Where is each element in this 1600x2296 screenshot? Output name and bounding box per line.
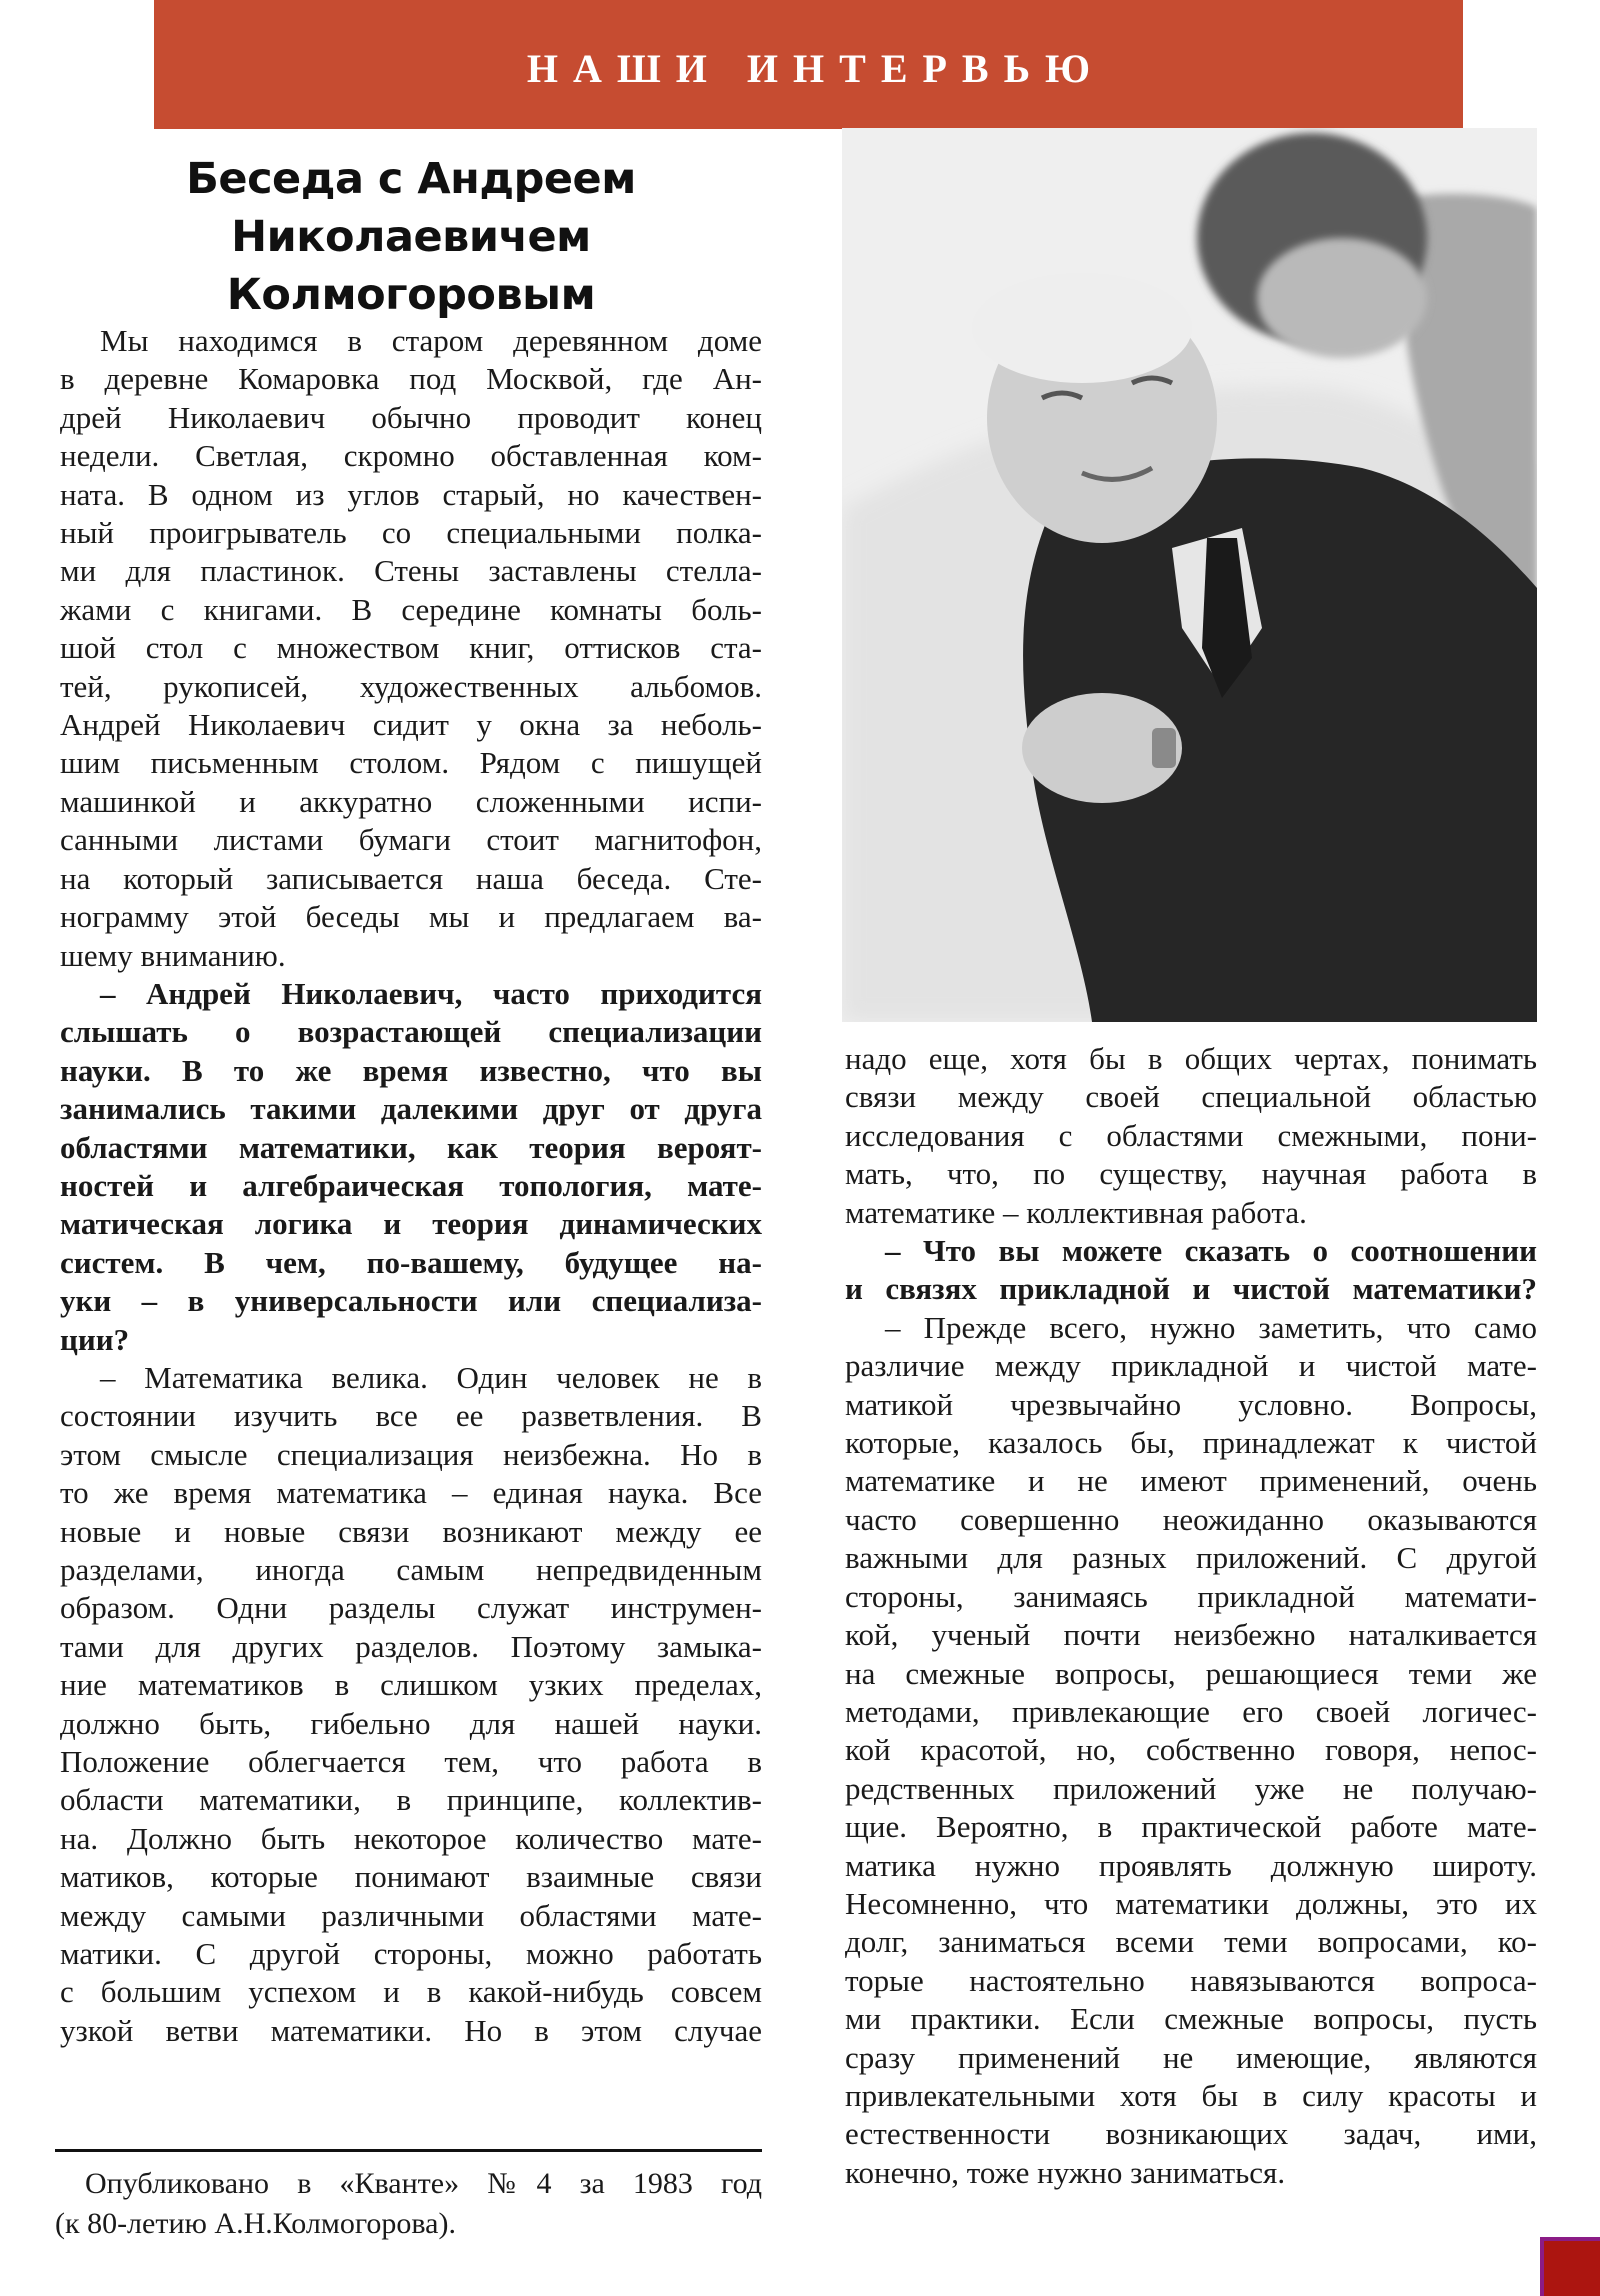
- text-line: Положение облегчается тем, что работа в: [60, 1744, 762, 1780]
- text-line: между самыми различными областями мате-: [60, 1897, 762, 1933]
- text-line: кой, ученый почти неизбежно наталкивается: [845, 1617, 1537, 1653]
- right-column: [845, 1040, 1537, 2192]
- publication-footnote: [55, 2164, 762, 2244]
- interview-answer-2: [845, 1309, 1537, 2192]
- page-corner-marker: [1540, 2237, 1600, 2296]
- text-line: недели. Светлая, скромно обставленная ком-: [60, 438, 762, 474]
- text-line: ции?: [60, 1321, 130, 1357]
- text-line: дрей Николаевич обычно проводит конец: [60, 399, 762, 435]
- text-line: занимались такими далекими друг от друга: [60, 1091, 762, 1127]
- article-title: [60, 150, 762, 324]
- text-line: шим письменным столом. Рядом с пишущей: [60, 745, 762, 781]
- text-line: – Прежде всего, нужно заметить, что само: [885, 1309, 1537, 1345]
- text-line: то же время математика – единая наука. Все: [60, 1475, 762, 1511]
- photo-image: [842, 128, 1537, 1022]
- section-title: НАШИ ИНТЕРВЬЮ: [526, 46, 1106, 91]
- footnote-divider: [55, 2149, 762, 2152]
- text-line: ние математиков в слишком узких пределах,: [60, 1667, 762, 1703]
- left-column: [60, 322, 762, 2050]
- footnote-line: Опубликовано в «Кванте» №4 за 1983 год: [85, 2167, 762, 2200]
- text-line: области математики, в принципе, коллектив-: [60, 1782, 762, 1818]
- text-line: матическая логика и теория динамических: [60, 1206, 762, 1242]
- text-line: состоянии изучить все ее разветвления. В: [60, 1398, 762, 1434]
- text-line: торые настоятельно навязываются вопроса-: [845, 1962, 1537, 1998]
- text-line: областями математики, как теория вероят-: [60, 1129, 762, 1165]
- text-line: этом смысле специализация неизбежна. Но в: [60, 1436, 762, 1472]
- text-line: новые и новые связи возникают между ее: [60, 1513, 762, 1549]
- text-line: должно быть, гибельно для нашей науки.: [60, 1705, 762, 1741]
- title-line: Колмогоровым: [226, 270, 596, 320]
- title-line: Беседа с Андреем: [186, 154, 636, 204]
- text-line: ната. В одном из углов старый, но качествен-: [60, 476, 762, 512]
- text-line: – Андрей Николаевич, часто приходится: [100, 975, 762, 1011]
- text-line: матика нужно проявлять должную широту.: [845, 1847, 1537, 1883]
- text-line: математике и не имеют применений, очень: [845, 1463, 1537, 1499]
- text-line: образом. Одни разделы служат инструмен-: [60, 1590, 762, 1626]
- interview-question-2: [845, 1232, 1537, 1309]
- text-line: жами с книгами. В середине комнаты боль-: [60, 591, 762, 627]
- text-line: исследования с областями смежными, пони-: [845, 1117, 1537, 1153]
- text-line: ми для пластинок. Стены заставлены стелла-: [60, 553, 762, 589]
- text-line: – Математика велика. Один человек не в: [100, 1359, 762, 1395]
- title-line: Николаевичем: [231, 212, 591, 262]
- text-line: которые, казалось бы, принадлежат к чистой: [845, 1425, 1537, 1461]
- text-line: важными для разных приложений. С другой: [845, 1540, 1537, 1576]
- text-line: в деревне Комаровка под Москвой, где Ан-: [60, 361, 762, 397]
- text-line: связи между своей специальной областью: [845, 1079, 1537, 1115]
- text-line: – Что вы можете сказать о соотношении: [885, 1233, 1537, 1269]
- text-line: редственных приложений уже не получаю-: [845, 1770, 1537, 1806]
- text-line: на который записывается наша беседа. Сте-: [60, 860, 762, 896]
- text-line: науки. В то же время известно, что вы: [60, 1052, 762, 1088]
- section-banner: [154, 0, 1463, 129]
- text-line: конечно, тоже нужно заниматься.: [845, 2154, 1286, 2190]
- text-line: машинкой и аккуратно сложенными испи-: [60, 783, 762, 819]
- text-line: естественности возникающих задач, ими,: [845, 2116, 1537, 2152]
- text-line: сразу применений не имеющие, являются: [845, 2039, 1537, 2075]
- text-line: на смежные вопросы, решающиеся теми же: [845, 1655, 1537, 1691]
- text-line: и связях прикладной и чистой математики?: [845, 1271, 1537, 1307]
- text-line: ностей и алгебраическая топология, мате-: [60, 1167, 762, 1203]
- text-line: тей, рукописей, художественных альбомов.: [60, 668, 762, 704]
- text-line: матиков, которые понимают взаимные связи: [60, 1859, 762, 1895]
- text-line: с большим успехом и в какой-нибудь совсем: [60, 1974, 762, 2010]
- text-line: методами, привлекающие его своей логичес-: [845, 1693, 1537, 1729]
- footnote-line: (к 80-летию А.Н.Колмогорова).: [55, 2207, 456, 2240]
- text-line: уки – в универсальности или специализа-: [60, 1283, 762, 1319]
- text-line: привлекательными хотя бы в силу красоты и: [845, 2077, 1537, 2113]
- text-line: часто совершенно неожиданно оказываются: [845, 1501, 1537, 1537]
- text-line: Мы находимся в старом деревянном доме: [100, 323, 762, 358]
- text-line: тами для других разделов. Поэтому замыка-: [60, 1628, 762, 1664]
- text-line: мать, что, по существу, научная работа в: [845, 1156, 1537, 1192]
- intro-paragraph: [60, 322, 762, 975]
- text-line: щие. Вероятно, в практической работе мате-: [845, 1809, 1537, 1845]
- text-line: Андрей Николаевич сидит у окна за неболь-: [60, 707, 762, 743]
- text-line: слышать о возрастающей специализации: [60, 1014, 762, 1050]
- text-line: матики. С другой стороны, можно работать: [60, 1936, 762, 1972]
- text-line: ный проигрыватель со специальными полка-: [60, 515, 762, 551]
- text-line: нограмму этой беседы мы и предлагаем ва-: [60, 899, 762, 935]
- text-line: ми практики. Если смежные вопросы, пусть: [845, 2001, 1537, 2037]
- text-line: санными листами бумаги стоит магнитофон,: [60, 822, 762, 858]
- text-line: шой стол с множеством книг, оттисков ста-: [60, 630, 762, 666]
- text-line: разделами, иногда самым непредвиденным: [60, 1552, 762, 1587]
- text-line: кой красотой, но, собственно говоря, непос-: [845, 1732, 1537, 1768]
- text-line: матикой чрезвычайно условно. Вопросы,: [845, 1386, 1537, 1422]
- text-line: математике – коллективная работа.: [845, 1194, 1307, 1230]
- interview-answer-1-continued: [845, 1040, 1537, 1232]
- kolmogorov-photo: [842, 128, 1537, 1022]
- text-line: шему вниманию.: [60, 937, 286, 973]
- interview-answer-1: [60, 1359, 762, 2050]
- text-line: стороны, занимаясь прикладной математи-: [845, 1578, 1537, 1614]
- text-line: на. Должно быть некоторое количество мате-: [60, 1820, 762, 1856]
- text-line: систем. В чем, по-вашему, будущее на-: [60, 1244, 762, 1280]
- interview-question-1: [60, 975, 762, 1359]
- text-line: долг, заниматься всеми теми вопросами, ко-: [845, 1924, 1537, 1960]
- text-line: узкой ветви математики. Но в этом случае: [60, 2012, 762, 2048]
- text-line: Несомненно, что математики должны, это их: [845, 1885, 1537, 1921]
- text-line: надо еще, хотя бы в общих чертах, понимать: [845, 1041, 1537, 1076]
- text-line: различие между прикладной и чистой мате-: [845, 1348, 1537, 1384]
